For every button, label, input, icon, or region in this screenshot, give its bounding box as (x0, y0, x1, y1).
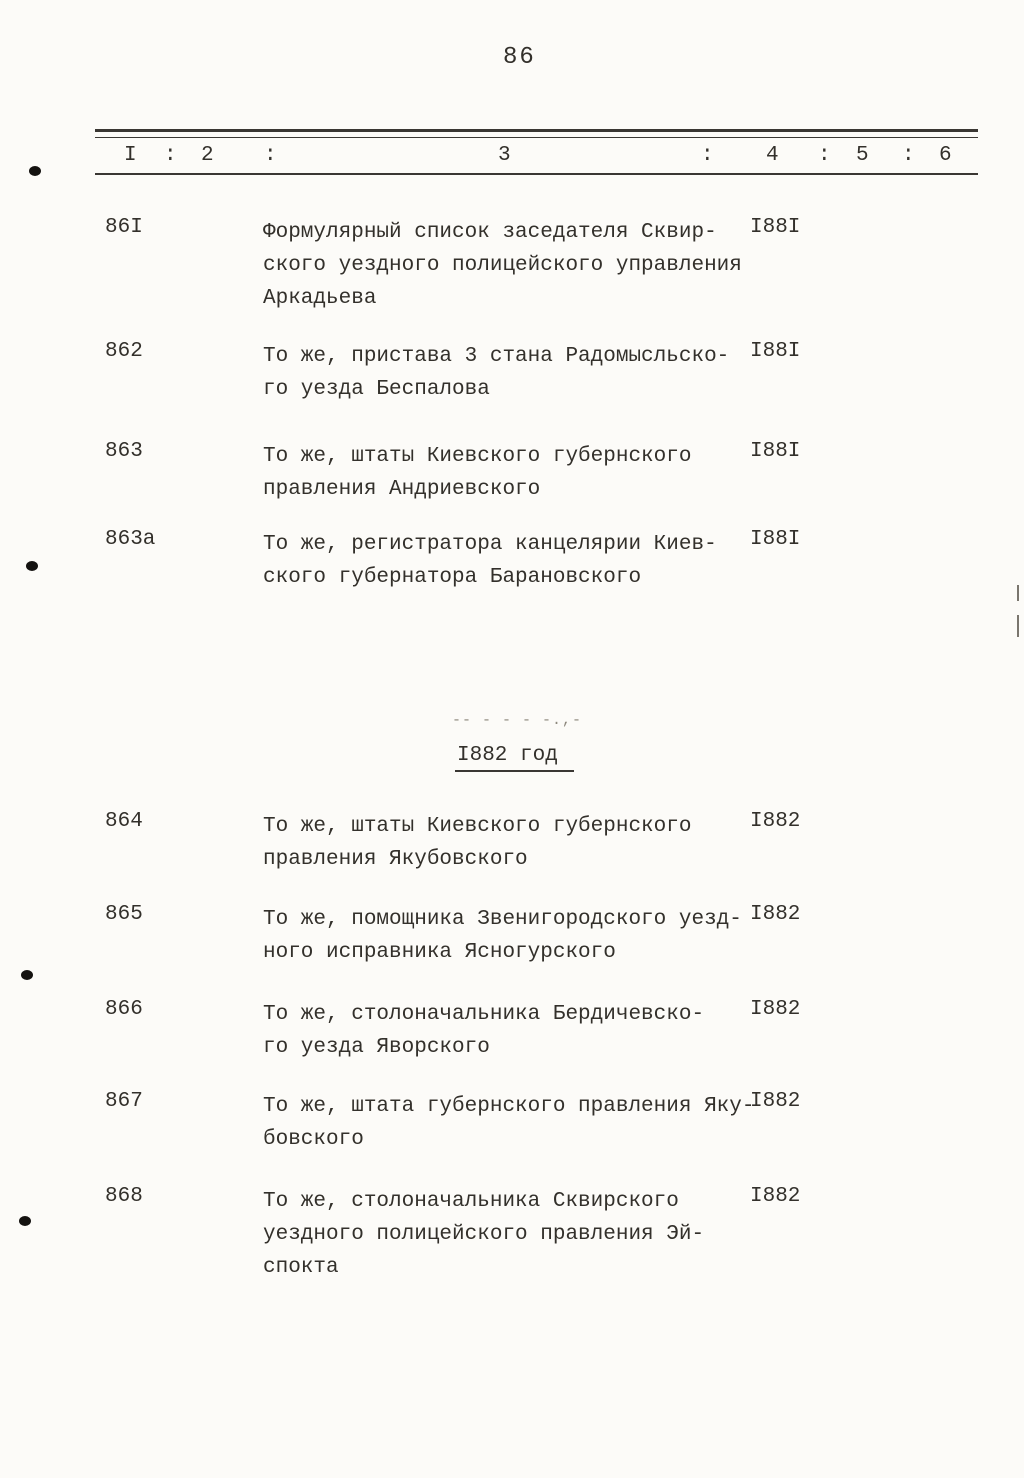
entry-number: 863а (105, 528, 156, 551)
entry-year: I882 (750, 1090, 801, 1113)
entry-description (263, 1090, 754, 1156)
entry-number: 868 (105, 1185, 143, 1208)
header-rule-top (95, 129, 978, 132)
description-line: То же, штаты Киевского губернского (263, 445, 692, 468)
description-line: То же, столоначальника Бердичевско- (263, 1003, 705, 1026)
header-rule-bottom (95, 173, 978, 175)
margin-dot (19, 1216, 31, 1226)
description-line: правления Якубовского (263, 848, 528, 871)
column-separator: : (818, 144, 831, 167)
column-header-2: 2 (201, 144, 214, 167)
entry-number: 86I (105, 216, 143, 239)
entry-description (263, 528, 717, 594)
entry-year: I88I (750, 528, 801, 551)
description-line: бовского (263, 1128, 364, 1151)
entry-description (263, 440, 691, 506)
description-line: уездного полицейского правления Эй- (263, 1223, 705, 1246)
description-line: То же, штаты Киевского губернского (263, 815, 692, 838)
column-header-6: 6 (939, 144, 952, 167)
entry-description (263, 1185, 704, 1284)
column-header-1: I (124, 144, 137, 167)
description-line: То же, столоначальника Сквирского (263, 1190, 679, 1213)
description-line: ного исправника Ясногурского (263, 941, 616, 964)
column-header-5: 5 (856, 144, 869, 167)
description-line: правления Андриевского (263, 478, 541, 501)
entry-number: 865 (105, 903, 143, 926)
description-line: То же, помощника Звенигородского уезд- (263, 908, 742, 931)
entry-description (263, 340, 729, 406)
description-line: го уезда Беспалова (263, 378, 490, 401)
entry-year: I882 (750, 810, 801, 833)
description-line: го уезда Яворского (263, 1036, 490, 1059)
entry-year: I882 (750, 1185, 801, 1208)
column-separator: : (264, 144, 277, 167)
description-line: ского губернатора Барановского (263, 566, 642, 589)
entry-description (263, 810, 691, 876)
margin-dot (21, 970, 33, 980)
entry-year: I88I (750, 440, 801, 463)
entry-year: I88I (750, 340, 801, 363)
margin-dot (26, 561, 38, 571)
header-rule-top-second (95, 137, 978, 138)
entry-number: 863 (105, 440, 143, 463)
entry-number: 866 (105, 998, 143, 1021)
entry-number: 867 (105, 1090, 143, 1113)
description-line: То же, штата губернского правления Яку- (263, 1095, 755, 1118)
entry-number: 864 (105, 810, 143, 833)
page-number: 86 (503, 44, 536, 71)
entry-description (263, 903, 742, 969)
typewriter-dashes: -- - - - -.,- (452, 712, 583, 729)
entry-description (263, 216, 742, 315)
description-line: ского уездного полицейского управления (263, 254, 742, 277)
column-separator: : (902, 144, 915, 167)
column-separator: : (701, 144, 714, 167)
entry-year: I882 (750, 998, 801, 1021)
column-separator: : (164, 144, 177, 167)
description-line: Аркадьева (263, 287, 377, 310)
description-line: То же, пристава 3 стана Радомысльско- (263, 345, 730, 368)
column-header-4: 4 (766, 144, 779, 167)
entry-year: I882 (750, 903, 801, 926)
description-line: То же, регистратора канцелярии Киев- (263, 533, 717, 556)
entry-number: 862 (105, 340, 143, 363)
entry-description (263, 998, 704, 1064)
description-line: Формулярный список заседателя Сквир- (263, 221, 717, 244)
margin-dot (29, 166, 41, 176)
description-line: спокта (263, 1256, 339, 1279)
scan-artifact (1017, 615, 1019, 637)
column-header-3: 3 (498, 144, 511, 167)
section-title: I882 год (455, 744, 574, 772)
scan-artifact (1017, 585, 1019, 601)
entry-year: I88I (750, 216, 801, 239)
